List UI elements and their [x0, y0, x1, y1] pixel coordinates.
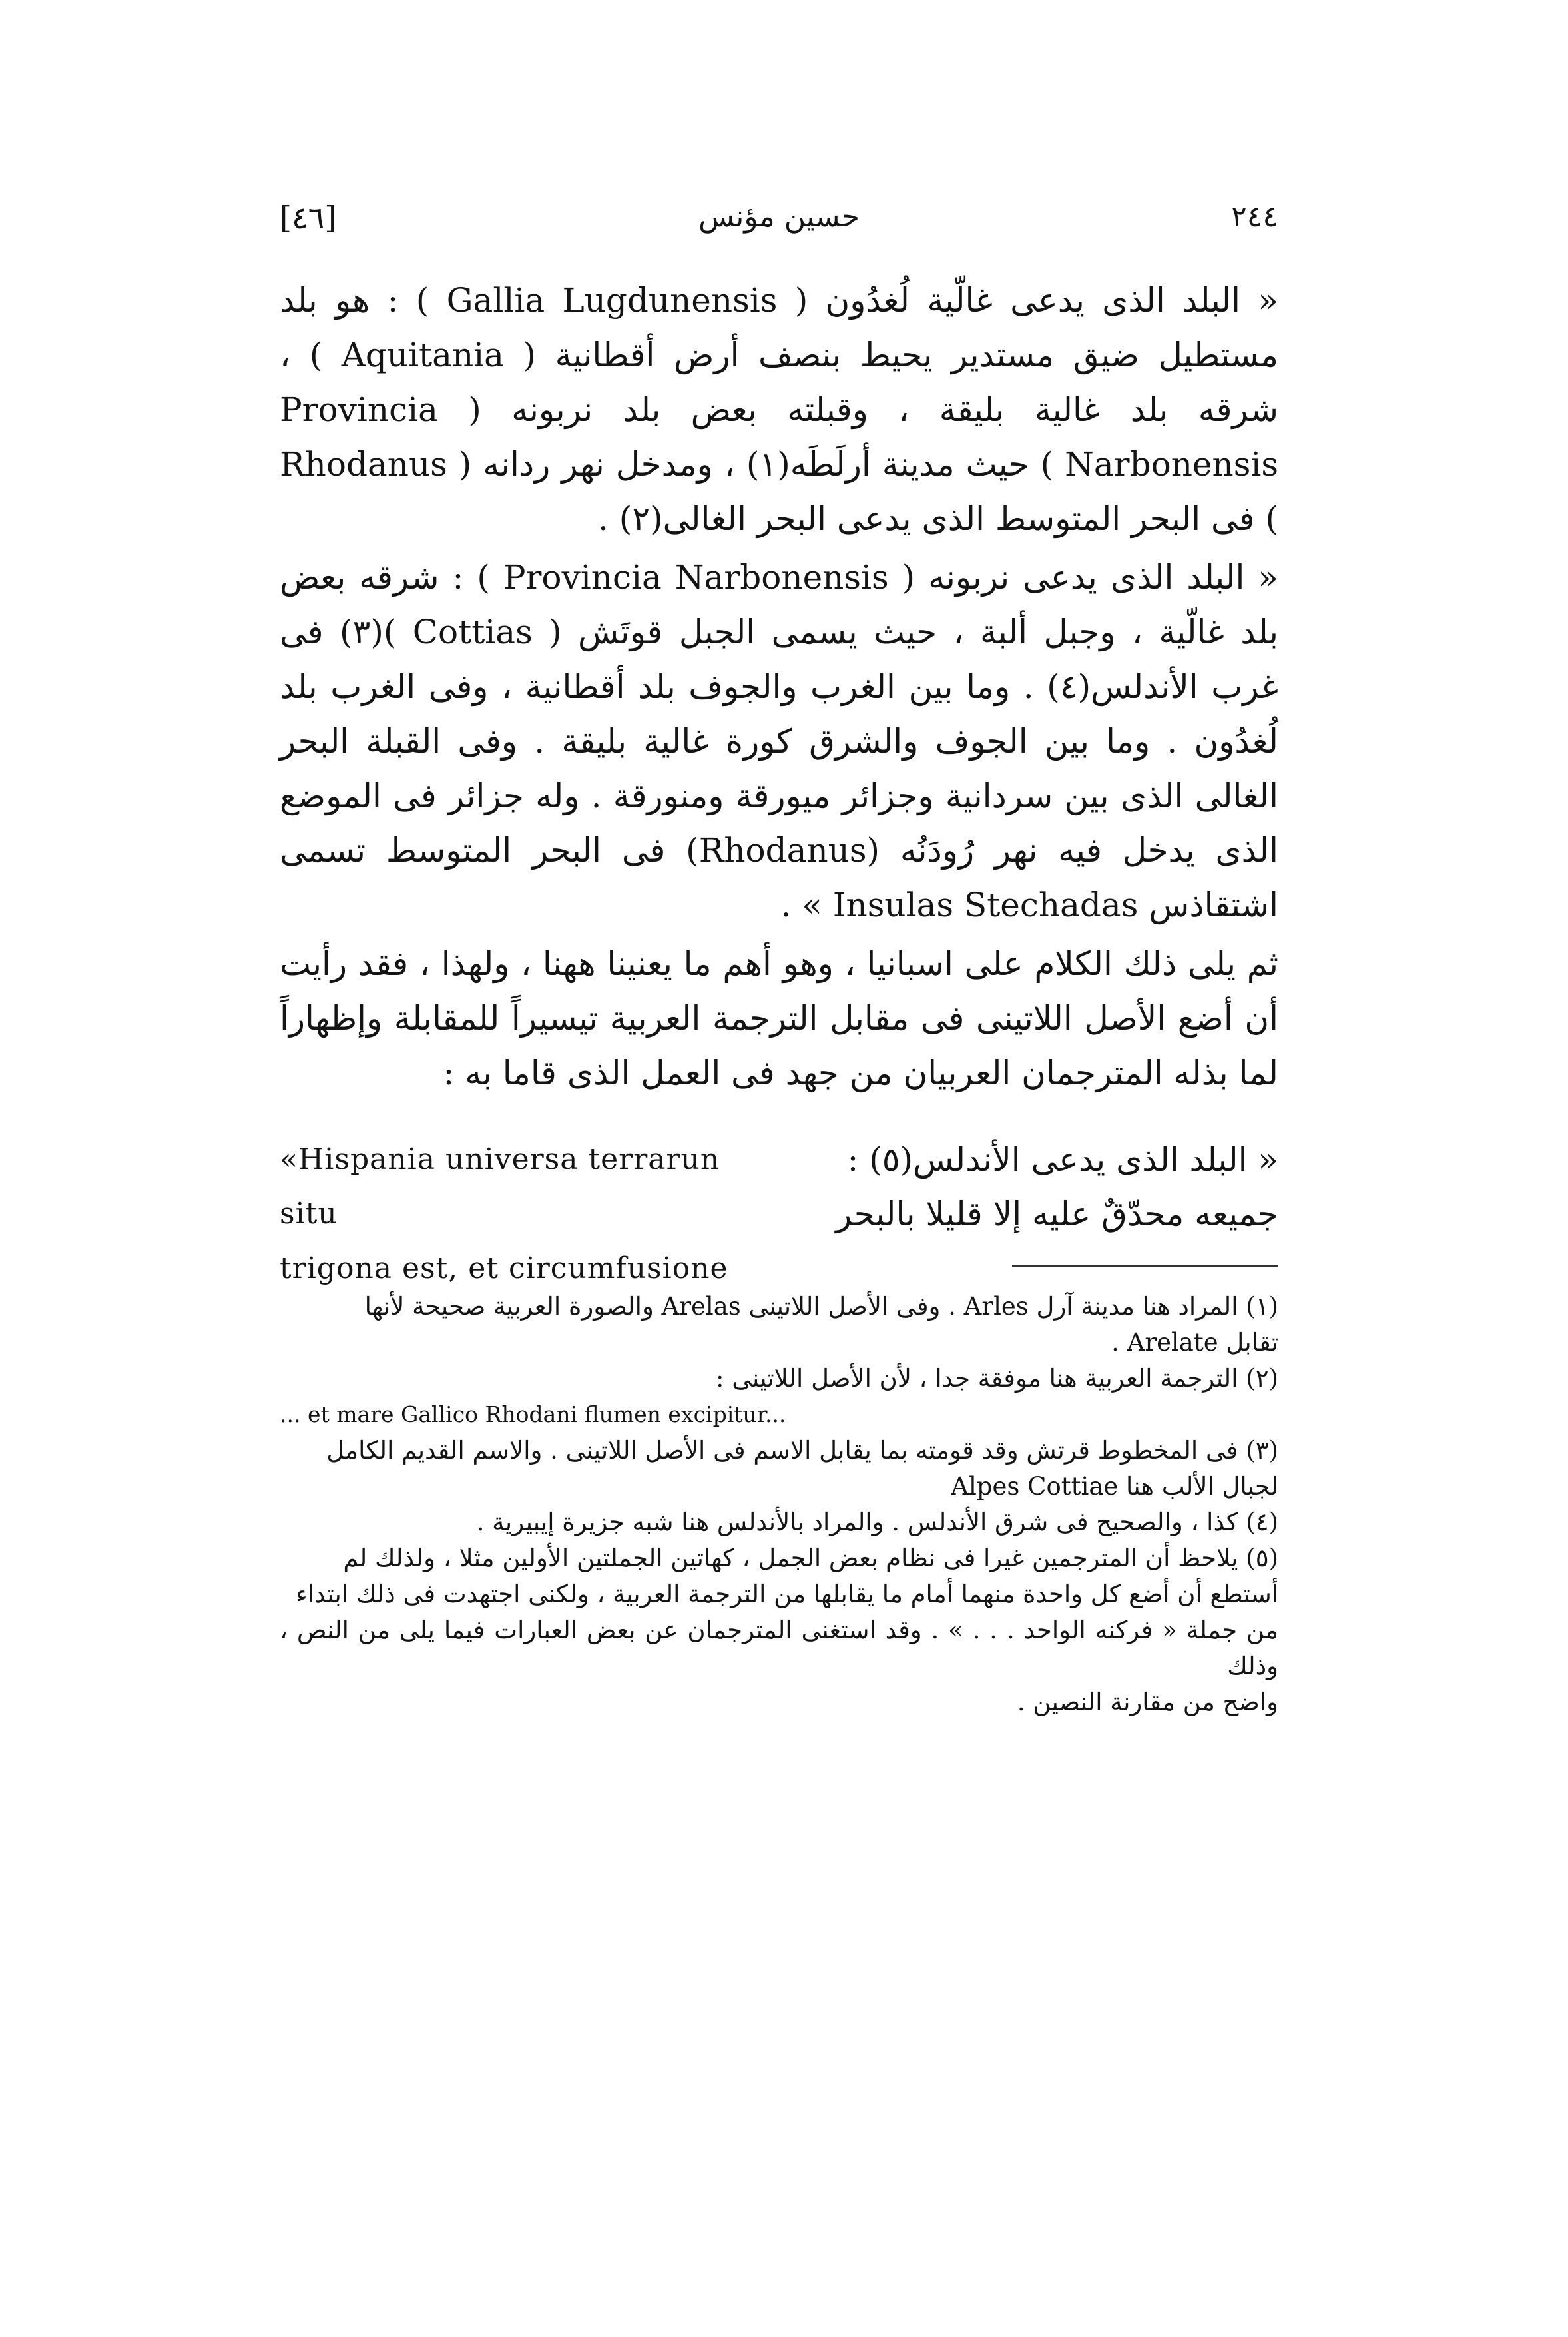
- arabic-line: جميعه محدّقٌ عليه إلا قليلا بالبحر: [836, 1195, 1278, 1233]
- footnote-separator: [1012, 1265, 1278, 1267]
- footnote-5-continuation: أستطع أن أضع كل واحدة منهما أمام ما يقابلها من الترجمة العربية ، ولكنى اجتهدت فى ذلك ابتداء: [296, 1580, 1278, 1608]
- footnote-3-continuation: لجبال الألب هنا Alpes Cottiae: [951, 1472, 1278, 1501]
- paragraph-lugdunensis: « البلد الذى يدعى غالّية لُغدُون ( Gallia Lugdunensis ) : هو بلد مستطيل ضيق مستدير يحيط بنصف أرض أقطانية ( Aquitania ) ، شرقه بلد غالية بليقة ، وقبلته بعض بلد نربونه ( Provincia Narbonensis ) حيث مدينة أرلَطَه(١) ، ومدخل نهر ردانه ( Rhodanus ) فى البحر المتوسط الذى يدعى البحر الغالى(٢) .: [280, 281, 1278, 538]
- bracketed-page-number: [٤٦]: [280, 200, 337, 236]
- page-header: [280, 200, 1278, 253]
- arabic-column: [799, 1132, 1278, 1241]
- latin-line: trigona est, et circumfusione: [280, 1251, 728, 1285]
- paragraph-spain-intro: ثم يلى ذلك الكلام على اسبانيا ، وهو أهم ما يعنينا ههنا ، ولهذا ، فقد رأيت أن أضع الأصل اللاتينى فى مقابل الترجمة العربية تيسيراً للمقابلة وإظهاراً لما بذله المترجمان العربيان من جهد فى العمل الذى قاما به :: [280, 944, 1278, 1092]
- footnote-5: (٥) يلاحظ أن المترجمين غيرا فى نظام بعض الجمل ، كهاتين الجملتين الأولين مثلا ، ولذلك لم: [343, 1544, 1278, 1572]
- footnote-5-continuation: واضح من مقارنة النصين .: [1017, 1688, 1278, 1716]
- page-number: ٢٤٤: [1231, 200, 1278, 234]
- latin-line: «Hispania universa terrarun situ: [280, 1142, 720, 1231]
- paragraph-narbonensis: « البلد الذى يدعى نربونه ( Provincia Narbonensis ) : شرقه بعض بلد غالّية ، وجبل ألبة ، حيث يسمى الجبل قوتَش ( Cottias )(٣) فى غرب الأندلس(٤) . وما بين الغرب والجوف بلد أقطانية ، وفى الغرب بلد لُغدُون . وما بين الجوف والشرق كورة غالية بليقة . وفى القبلة البحر الغالى الذى بين سردانية وجزائر ميورقة ومنورقة . وله جزائر فى الموضع الذى يدخل فيه نهر رُودَنُه (Rhodanus) فى البحر المتوسط تسمى اشتقاذس Insulas Stechadas » .: [280, 558, 1278, 924]
- parallel-text: [280, 1132, 1278, 1285]
- arabic-line: « البلد الذى يدعى الأندلس(٥) :: [847, 1140, 1278, 1179]
- footnote-5-continuation: من جملة « فركنه الواحد . . . » . وقد استغنى المترجمان عن بعض العبارات فيما يلى من النص ، وذلك: [280, 1616, 1278, 1680]
- footnote-2-latin-quote: ... et mare Gallico Rhodani flumen excipitur...: [280, 1401, 786, 1427]
- footnote-3: (٣) فى المخطوط قرتش وقد قومته بما يقابل الاسم فى الأصل اللاتينى . والاسم القديم الكامل: [326, 1436, 1278, 1465]
- latin-column: [280, 1132, 746, 1296]
- footnotes: [280, 1289, 1278, 1720]
- running-head-author: حسين مؤنس: [698, 200, 860, 234]
- main-text: [280, 273, 1278, 1100]
- footnote-1: (١) المراد هنا مدينة آرل Arles . وفى الأصل اللاتينى Arelas والصورة العربية صحيحة لأنها: [364, 1292, 1278, 1321]
- footnote-1-continuation: تقابل Arelate .: [1111, 1328, 1278, 1357]
- footnote-2: (٢) الترجمة العربية هنا موفقة جدا ، لأن الأصل اللاتينى :: [715, 1364, 1278, 1393]
- footnote-4: (٤) كذا ، والصحيح فى شرق الأندلس . والمراد بالأندلس هنا شبه جزيرة إيبيرية .: [476, 1508, 1278, 1536]
